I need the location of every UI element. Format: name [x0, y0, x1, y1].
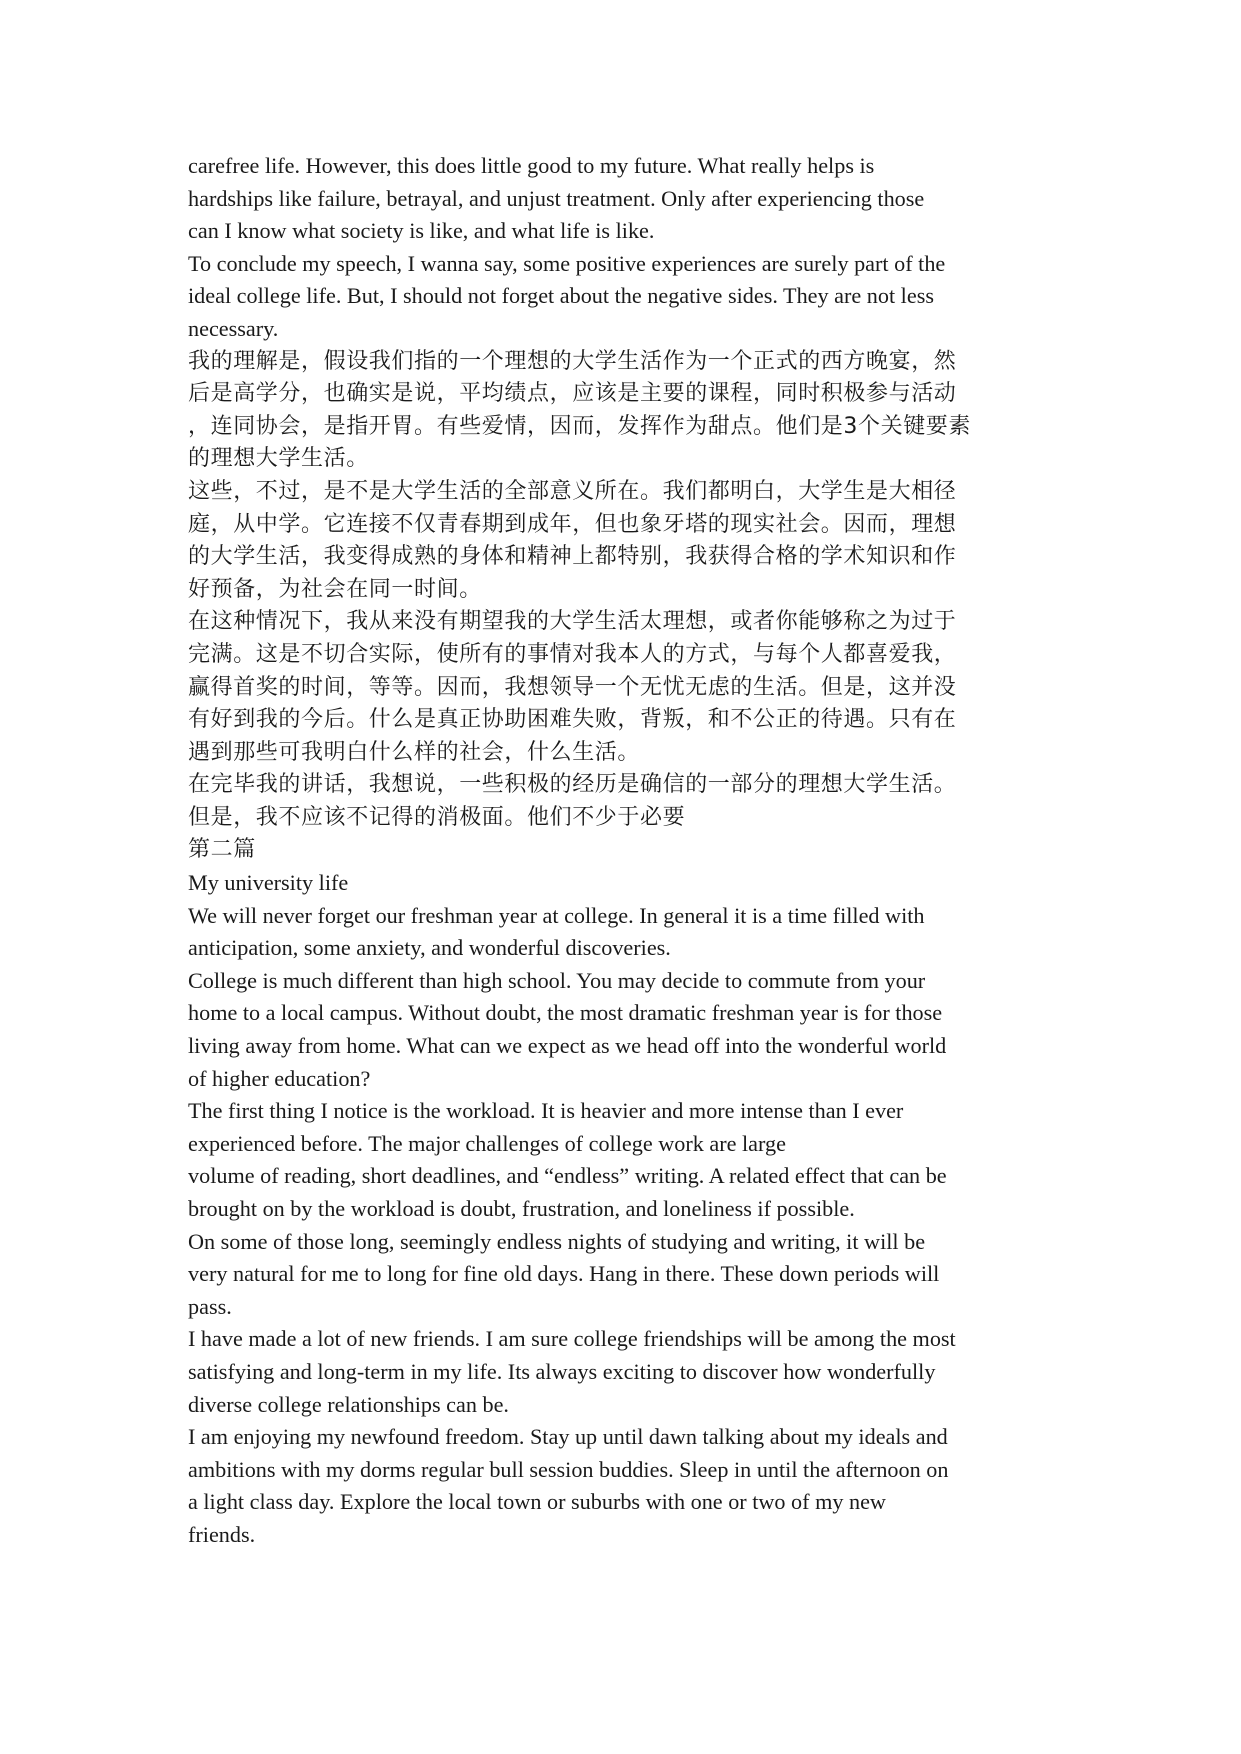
text-line: We will never forget our freshman year at college. In general it is a time filled with: [188, 902, 925, 928]
text-line: diverse college relationships can be.: [188, 1391, 509, 1417]
text-line: home to a local campus. Without doubt, the most dramatic freshman year is for those: [188, 1000, 943, 1026]
text-line: 在这种情况下，我从来没有期望我的大学生活太理想，或者你能够称之为过于: [188, 609, 957, 635]
text-line: very natural for me to long for fine old days. Hang in there. These down periods will: [188, 1261, 940, 1287]
text-line: a light class day. Explore the local town or suburbs with one or two of my new: [188, 1489, 886, 1515]
text-line: 这些，不过，是不是大学生活的全部意义所在。我们都明白，大学生是大相径: [188, 478, 957, 504]
text-line: I have made a lot of new friends. I am sure college friendships will be among the most: [188, 1326, 956, 1352]
text-line: 遇到那些可我明白什么样的社会，什么生活。: [188, 739, 641, 765]
text-line: ideal college life. But, I should not forget about the negative sides. They are not less: [188, 283, 934, 309]
text-line: College is much different than high school. You may decide to commute from your: [188, 967, 926, 993]
text-line: The first thing I notice is the workload. It is heavier and more intense than I ever: [188, 1098, 904, 1124]
text-line: I am enjoying my newfound freedom. Stay up until dawn talking about my ideals and: [188, 1424, 948, 1450]
text-line: 但是，我不应该不记得的消极面。他们不少于必要: [188, 804, 686, 830]
text-line: 的大学生活，我变得成熟的身体和精神上都特别，我获得合格的学术知识和作: [188, 544, 957, 570]
text-line: pass.: [188, 1293, 232, 1319]
text-line: hardships like failure, betrayal, and unjust treatment. Only after experiencing those: [188, 185, 925, 211]
text-line: ambitions with my dorms regular bull session buddies. Sleep in until the afternoon on: [188, 1456, 949, 1482]
text-line: My university life: [188, 870, 349, 896]
text-line: volume of reading, short deadlines, and “endless” writing. A related effect that can be: [188, 1163, 947, 1189]
text-line: anticipation, some anxiety, and wonderful discoveries.: [188, 935, 671, 961]
text-line: experienced before. The major challenges of college work are large: [188, 1130, 786, 1156]
text-line: 完满。这是不切合实际，使所有的事情对我本人的方式，与每个人都喜爱我，: [188, 641, 957, 667]
text-line: can I know what society is like, and what life is like.: [188, 218, 655, 244]
document-page: [188, 150, 1068, 1552]
text-line: 赢得首奖的时间，等等。因而，我想领导一个无忧无虑的生活。但是，这并没: [188, 674, 957, 700]
text-line: ，连同协会，是指开胃。有些爱情，因而，发挥作为甜点。他们是3个关键要素: [188, 413, 971, 439]
text-line: satisfying and long-term in my life. Its always exciting to discover how wonderfully: [188, 1358, 936, 1384]
text-line: living away from home. What can we expect as we head off into the wonderful world: [188, 1033, 947, 1059]
text-line: 有好到我的今后。什么是真正协助困难失败，背叛，和不公正的待遇。只有在: [188, 707, 957, 733]
text-line: 庭，从中学。它连接不仅青春期到成年，但也象牙塔的现实社会。因而，理想: [188, 511, 957, 537]
text-line: 第二篇: [188, 837, 256, 863]
text-line: 在完毕我的讲话，我想说，一些积极的经历是确信的一部分的理想大学生活。: [188, 772, 957, 798]
text-line: 后是高学分，也确实是说，平均绩点，应该是主要的课程，同时积极参与活动: [188, 381, 957, 407]
text-line: brought on by the workload is doubt, frustration, and loneliness if possible.: [188, 1196, 855, 1221]
text-line: 的理想大学生活。: [188, 446, 369, 472]
text-line: 好预备，为社会在同一时间。: [188, 576, 482, 602]
text-line: To conclude my speech, I wanna say, some positive experiences are surely part of the: [188, 250, 946, 276]
text-line: friends.: [188, 1521, 256, 1547]
text-line: 我的理解是，假设我们指的一个理想的大学生活作为一个正式的西方晚宴，然: [188, 348, 957, 374]
text-line: necessary.: [188, 315, 279, 341]
text-line: carefree life. However, this does little good to my future. What really helps is: [188, 153, 875, 178]
text-line: of higher education?: [188, 1065, 371, 1091]
text-line: On some of those long, seemingly endless nights of studying and writing, it will be: [188, 1228, 926, 1254]
